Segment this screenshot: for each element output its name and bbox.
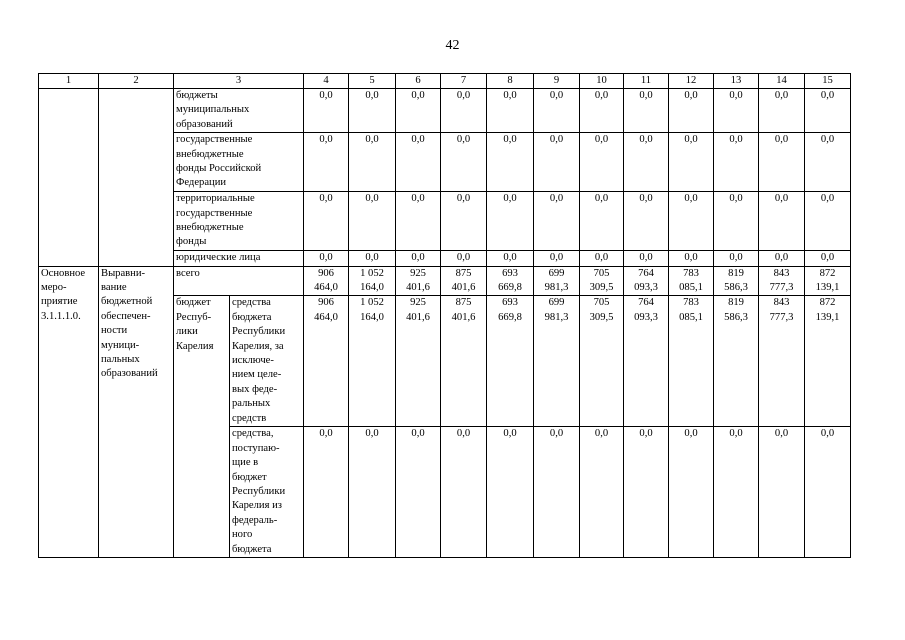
value-cell: 0,0 — [349, 89, 396, 133]
value-cell: 0,0 — [304, 427, 349, 558]
header-row — [39, 74, 851, 89]
value-cell: 0,0 — [304, 89, 349, 133]
event-name: Выравни- вание бюджетной обеспечен- ности муници- пальных образований — [99, 266, 174, 558]
value-cell: 1 052 164,0 — [349, 266, 396, 296]
value-cell: 0,0 — [580, 192, 624, 251]
value-cell: 906 464,0 — [304, 296, 349, 427]
value-cell: 0,0 — [487, 192, 534, 251]
value-cell: 0,0 — [624, 192, 669, 251]
value-cell: 0,0 — [304, 192, 349, 251]
value-cell: 0,0 — [441, 251, 487, 266]
header-cell: 11 — [624, 74, 669, 89]
value-cell: 0,0 — [396, 427, 441, 558]
value-cell: 0,0 — [349, 427, 396, 558]
value-cell: 0,0 — [714, 192, 759, 251]
row-label: средства, поступаю- щие в бюджет Республики Карелия из федераль- ного бюджета — [230, 427, 304, 558]
value-cell: 872 139,1 — [805, 296, 851, 427]
empty-cell — [99, 89, 174, 267]
value-cell: 906 464,0 — [304, 266, 349, 296]
value-cell: 0,0 — [534, 89, 580, 133]
value-cell: 0,0 — [441, 89, 487, 133]
value-cell: 0,0 — [349, 251, 396, 266]
value-cell: 0,0 — [669, 251, 714, 266]
value-cell: 783 085,1 — [669, 296, 714, 427]
value-cell: 0,0 — [534, 427, 580, 558]
value-cell: 0,0 — [580, 133, 624, 192]
header-cell: 1 — [39, 74, 99, 89]
row-label: юридические лица — [174, 251, 304, 266]
value-cell: 843 777,3 — [759, 296, 805, 427]
row-label: бюджеты муниципальных образований — [174, 89, 304, 133]
value-cell: 819 586,3 — [714, 296, 759, 427]
value-cell: 0,0 — [487, 251, 534, 266]
table-row — [39, 266, 851, 296]
value-cell: 0,0 — [534, 251, 580, 266]
value-cell: 0,0 — [805, 133, 851, 192]
value-cell: 872 139,1 — [805, 266, 851, 296]
value-cell: 0,0 — [805, 192, 851, 251]
header-cell: 8 — [487, 74, 534, 89]
header-cell: 3 — [174, 74, 304, 89]
value-cell: 0,0 — [759, 192, 805, 251]
value-cell: 0,0 — [669, 89, 714, 133]
value-cell: 0,0 — [759, 89, 805, 133]
value-cell: 699 981,3 — [534, 266, 580, 296]
budget-table — [38, 73, 851, 558]
value-cell: 0,0 — [487, 133, 534, 192]
value-cell: 0,0 — [396, 192, 441, 251]
value-cell: 819 586,3 — [714, 266, 759, 296]
value-cell: 0,0 — [714, 133, 759, 192]
value-cell: 0,0 — [805, 251, 851, 266]
page-number: 42 — [445, 38, 460, 53]
value-cell: 0,0 — [396, 251, 441, 266]
value-cell: 0,0 — [624, 89, 669, 133]
header-cell: 15 — [805, 74, 851, 89]
value-cell: 0,0 — [441, 133, 487, 192]
header-cell: 10 — [580, 74, 624, 89]
value-cell: 0,0 — [669, 133, 714, 192]
value-cell: 0,0 — [580, 427, 624, 558]
value-cell: 925 401,6 — [396, 266, 441, 296]
header-cell: 13 — [714, 74, 759, 89]
value-cell: 0,0 — [714, 427, 759, 558]
header-cell: 12 — [669, 74, 714, 89]
row-label: территориальные государственные внебюджетные фонды — [174, 192, 304, 251]
value-cell: 693 669,8 — [487, 266, 534, 296]
header-cell: 2 — [99, 74, 174, 89]
value-cell: 693 669,8 — [487, 296, 534, 427]
value-cell: 0,0 — [759, 427, 805, 558]
value-cell: 0,0 — [759, 133, 805, 192]
value-cell: 0,0 — [624, 427, 669, 558]
value-cell: 0,0 — [304, 251, 349, 266]
header-cell: 4 — [304, 74, 349, 89]
value-cell: 699 981,3 — [534, 296, 580, 427]
value-cell: 0,0 — [441, 427, 487, 558]
value-cell: 0,0 — [805, 427, 851, 558]
value-cell: 0,0 — [487, 427, 534, 558]
value-cell: 0,0 — [349, 192, 396, 251]
value-cell: 0,0 — [304, 133, 349, 192]
value-cell: 0,0 — [759, 251, 805, 266]
value-cell: 0,0 — [349, 133, 396, 192]
value-cell: 0,0 — [669, 192, 714, 251]
value-cell: 783 085,1 — [669, 266, 714, 296]
budget-label: бюджет Респуб- лики Карелия — [174, 296, 230, 558]
table-row — [39, 89, 851, 133]
header-cell: 6 — [396, 74, 441, 89]
value-cell: 0,0 — [714, 251, 759, 266]
value-cell: 0,0 — [714, 89, 759, 133]
value-cell: 0,0 — [669, 427, 714, 558]
header-cell: 14 — [759, 74, 805, 89]
header-cell: 9 — [534, 74, 580, 89]
value-cell: 0,0 — [805, 89, 851, 133]
value-cell: 0,0 — [441, 192, 487, 251]
row-label: средства бюджета Республики Карелия, за исключе- нием целе- вых феде- ральных средств — [230, 296, 304, 427]
value-cell: 0,0 — [624, 133, 669, 192]
value-cell: 1 052 164,0 — [349, 296, 396, 427]
row-label: всего — [174, 266, 304, 296]
value-cell: 0,0 — [396, 133, 441, 192]
value-cell: 705 309,5 — [580, 296, 624, 427]
value-cell: 0,0 — [396, 89, 441, 133]
value-cell: 0,0 — [487, 89, 534, 133]
value-cell: 875 401,6 — [441, 296, 487, 427]
value-cell: 875 401,6 — [441, 266, 487, 296]
value-cell: 0,0 — [580, 89, 624, 133]
empty-cell — [39, 89, 99, 267]
value-cell: 0,0 — [580, 251, 624, 266]
row-label: государственные внебюджетные фонды Российской Федерации — [174, 133, 304, 192]
value-cell: 0,0 — [624, 251, 669, 266]
event-code: Основное меро- приятие 3.1.1.1.0. — [39, 266, 99, 558]
header-cell: 5 — [349, 74, 396, 89]
value-cell: 764 093,3 — [624, 266, 669, 296]
value-cell: 0,0 — [534, 133, 580, 192]
header-cell: 7 — [441, 74, 487, 89]
value-cell: 0,0 — [534, 192, 580, 251]
value-cell: 843 777,3 — [759, 266, 805, 296]
value-cell: 925 401,6 — [396, 296, 441, 427]
value-cell: 705 309,5 — [580, 266, 624, 296]
value-cell: 764 093,3 — [624, 296, 669, 427]
